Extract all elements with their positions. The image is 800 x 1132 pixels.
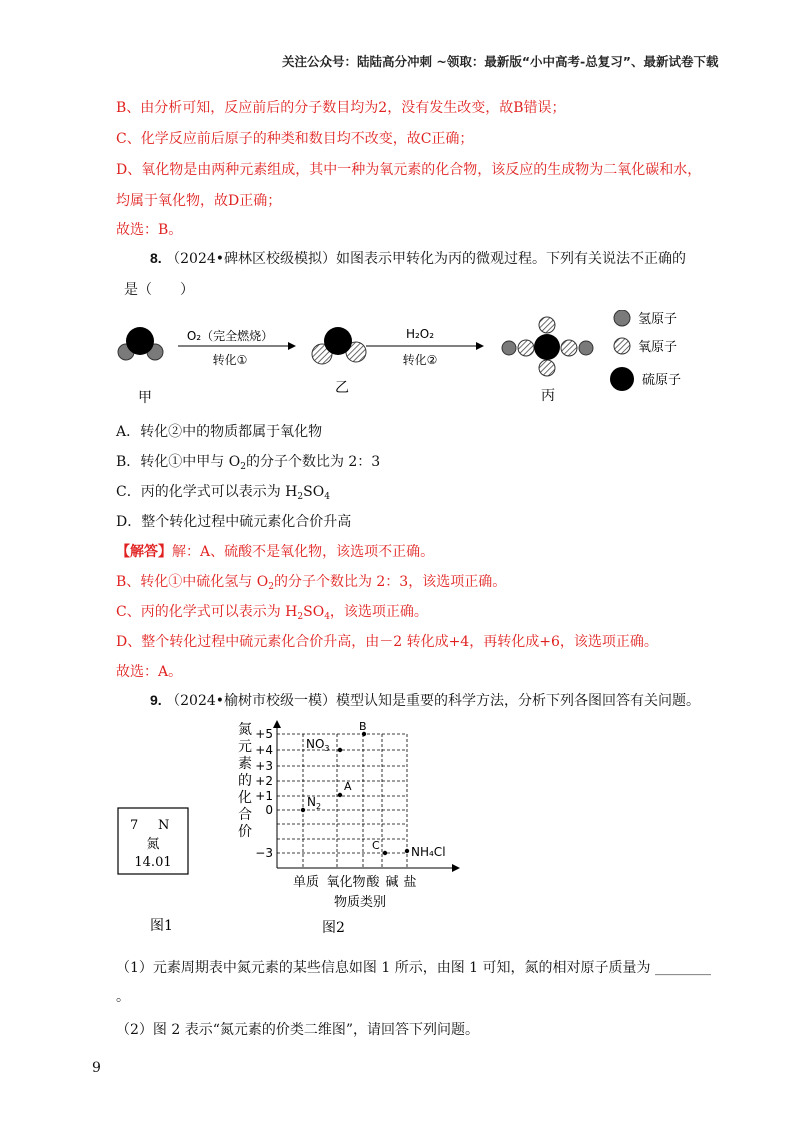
arrow2-bottom-label: 转化② [402, 353, 438, 367]
atomic-mass: 14.01 [134, 855, 172, 870]
point-c [383, 851, 387, 855]
q9-stem: 9. （2024•榆树市校级一模）模型认知是重要的科学方法，分析下列各图回答有关问题。 [150, 692, 701, 709]
ylabel-char: 元 [238, 739, 252, 755]
arrow1-top-label: O₂（完全燃烧） [186, 329, 274, 343]
element-symbol: N [158, 818, 170, 833]
q8-option-d: D．整个转化过程中硫元素化合价升高 [116, 514, 352, 530]
element-name: 氮 [146, 837, 160, 852]
o-atom [539, 317, 555, 333]
jia-molecule [118, 327, 163, 360]
fig2-chart [238, 720, 460, 910]
o-atom [518, 340, 534, 356]
legend [610, 310, 681, 391]
arrow1-bottom-label: 转化① [212, 353, 248, 367]
page-header: 关注公众号：陆陆高分冲刺 ~领取：最新版“小中高考-总复习”、最新试卷下载 [282, 54, 719, 69]
point-nh4cl-label: NH₄Cl [411, 845, 446, 859]
q8-answer-b: B、转化①中硫化氢与 $O_2$的分子个数比为 2：3，该选项正确。 [116, 574, 507, 592]
q9-sub2: （2）图 2 表示“氮元素的价类二维图”，请回答下列问题。 [116, 1022, 480, 1038]
point-n2-label: $N_2$ [307, 795, 322, 811]
prev-answer-choice: 故选：B。 [116, 222, 183, 238]
q9-sub1-end: 。 [116, 989, 130, 1005]
label-jia: 甲 [138, 390, 152, 406]
legend-o-label: 氧原子 [638, 340, 678, 355]
ytick: +2 [255, 774, 273, 788]
ylabel-char: 素 [238, 756, 252, 772]
x-axis-arrow [452, 864, 460, 872]
q8-answer-c: C、丙的化学式可以表示为 $H_2SO_4$，该选项正确。 [116, 604, 428, 622]
legend-h-swatch [614, 310, 630, 326]
ytick: +1 [255, 789, 273, 803]
q8-answer-choice: 故选：A。 [116, 664, 183, 680]
ylabel-char: 的 [238, 773, 252, 789]
answer-tag: 【解答】 [116, 544, 172, 560]
legend-h-label: 氢原子 [638, 312, 678, 327]
label-yi: 乙 [335, 380, 349, 396]
point-a-label: A [344, 780, 352, 793]
h-atom [502, 341, 516, 355]
page-number: 9 [92, 1060, 101, 1076]
prev-answer-d-line1: D、氧化物是由两种元素组成，其中一种为氧元素的化合物，该反应的生成物为二氧化碳和水， [116, 162, 702, 178]
bing-molecule [502, 317, 593, 376]
legend-o-swatch [614, 338, 630, 354]
xcat: 单质 [292, 875, 320, 890]
s-atom [324, 327, 352, 355]
s-atom [534, 334, 560, 360]
prev-answer-c: C、化学反应前后原子的种类和数目均不改变，故C正确； [116, 131, 474, 147]
fig2-caption: 图2 [322, 920, 345, 936]
ytick: +5 [255, 727, 273, 741]
x-categories [293, 874, 417, 890]
label-bing: 丙 [541, 388, 555, 404]
y-ticks [255, 727, 273, 860]
o-atom [561, 340, 577, 356]
o-atom [539, 360, 555, 376]
xcat: 酸 [366, 875, 380, 890]
ylabel-char: 价 [238, 824, 252, 840]
grid [277, 734, 407, 868]
ytick: −3 [255, 846, 273, 860]
q9-figures [110, 718, 490, 938]
xcat: 氧化物 [326, 875, 366, 890]
legend-s-swatch [610, 367, 634, 391]
y-axis-arrow [273, 720, 281, 728]
xcat: 盐 [403, 875, 417, 890]
xcat: 碱 [385, 875, 399, 890]
point-c-label: C [372, 839, 380, 852]
h-atom [579, 341, 593, 355]
q9-number: 9. [150, 692, 162, 708]
point-nh4cl [405, 849, 409, 853]
q8-answer-a: 【解答】解：A、硫酸不是氧化物，该选项不正确。 [116, 544, 435, 560]
q8-option-a: A．转化②中的物质都属于氧化物 [116, 424, 323, 440]
q8-molecule-figure [110, 310, 730, 410]
ytick: +3 [255, 759, 273, 773]
q8-stem-line1 [150, 248, 686, 268]
ylabel-char: 化 [238, 790, 252, 806]
q8-stem-text: （2024•碑林区校级模拟）如图表示甲转化为丙的微观过程。下列有关说法不正确的 [166, 251, 687, 267]
point-no3-label: $NO_3$ [306, 737, 330, 753]
prev-answer-d-line2: 均属于氧化物，故D正确； [116, 193, 282, 209]
q8-stem-line2: 是（ ） [124, 282, 194, 298]
point-b-label: B [359, 720, 367, 733]
ytick: +4 [255, 743, 273, 757]
x-axis-label: 物质类别 [333, 895, 387, 910]
ylabel-char: 氮 [238, 722, 252, 738]
q8-option-c: C．丙的化学式可以表示为 $H_2SO_4$ [116, 484, 330, 502]
point-no3 [338, 748, 342, 752]
yi-molecule [312, 327, 366, 364]
q8-option-b: B．转化①中甲与 $O_2$的分子个数比为 2：3 [116, 454, 381, 472]
q8-answer-d: D、整个转化过程中硫元素化合价升高，由－2 转化成+4，再转化成+6，该选项正确。 [116, 634, 658, 650]
ylabel-char: 合 [238, 807, 252, 823]
fig1-element-cell [118, 808, 188, 874]
point-n2 [301, 808, 305, 812]
q9-sub1: （1）元素周期表中氮元素的某些信息如图 1 所示，由图 1 可知，氮的相对原子质量为 ________ [116, 960, 711, 976]
atomic-number: 7 [130, 818, 139, 833]
prev-answer-b: B、由分析可知，反应前后的分子数目均为2，没有发生改变，故B错误； [116, 100, 566, 116]
q8-number: 8. [150, 250, 162, 266]
arrow1-head [288, 342, 296, 350]
legend-s-label: 硫原子 [642, 373, 682, 388]
fig1-caption: 图1 [150, 918, 173, 934]
arrow2-top-label: H₂O₂ [405, 327, 435, 341]
arrow2-head [476, 342, 484, 350]
s-atom [126, 327, 154, 355]
ytick: 0 [265, 803, 273, 817]
point-a [338, 793, 342, 797]
